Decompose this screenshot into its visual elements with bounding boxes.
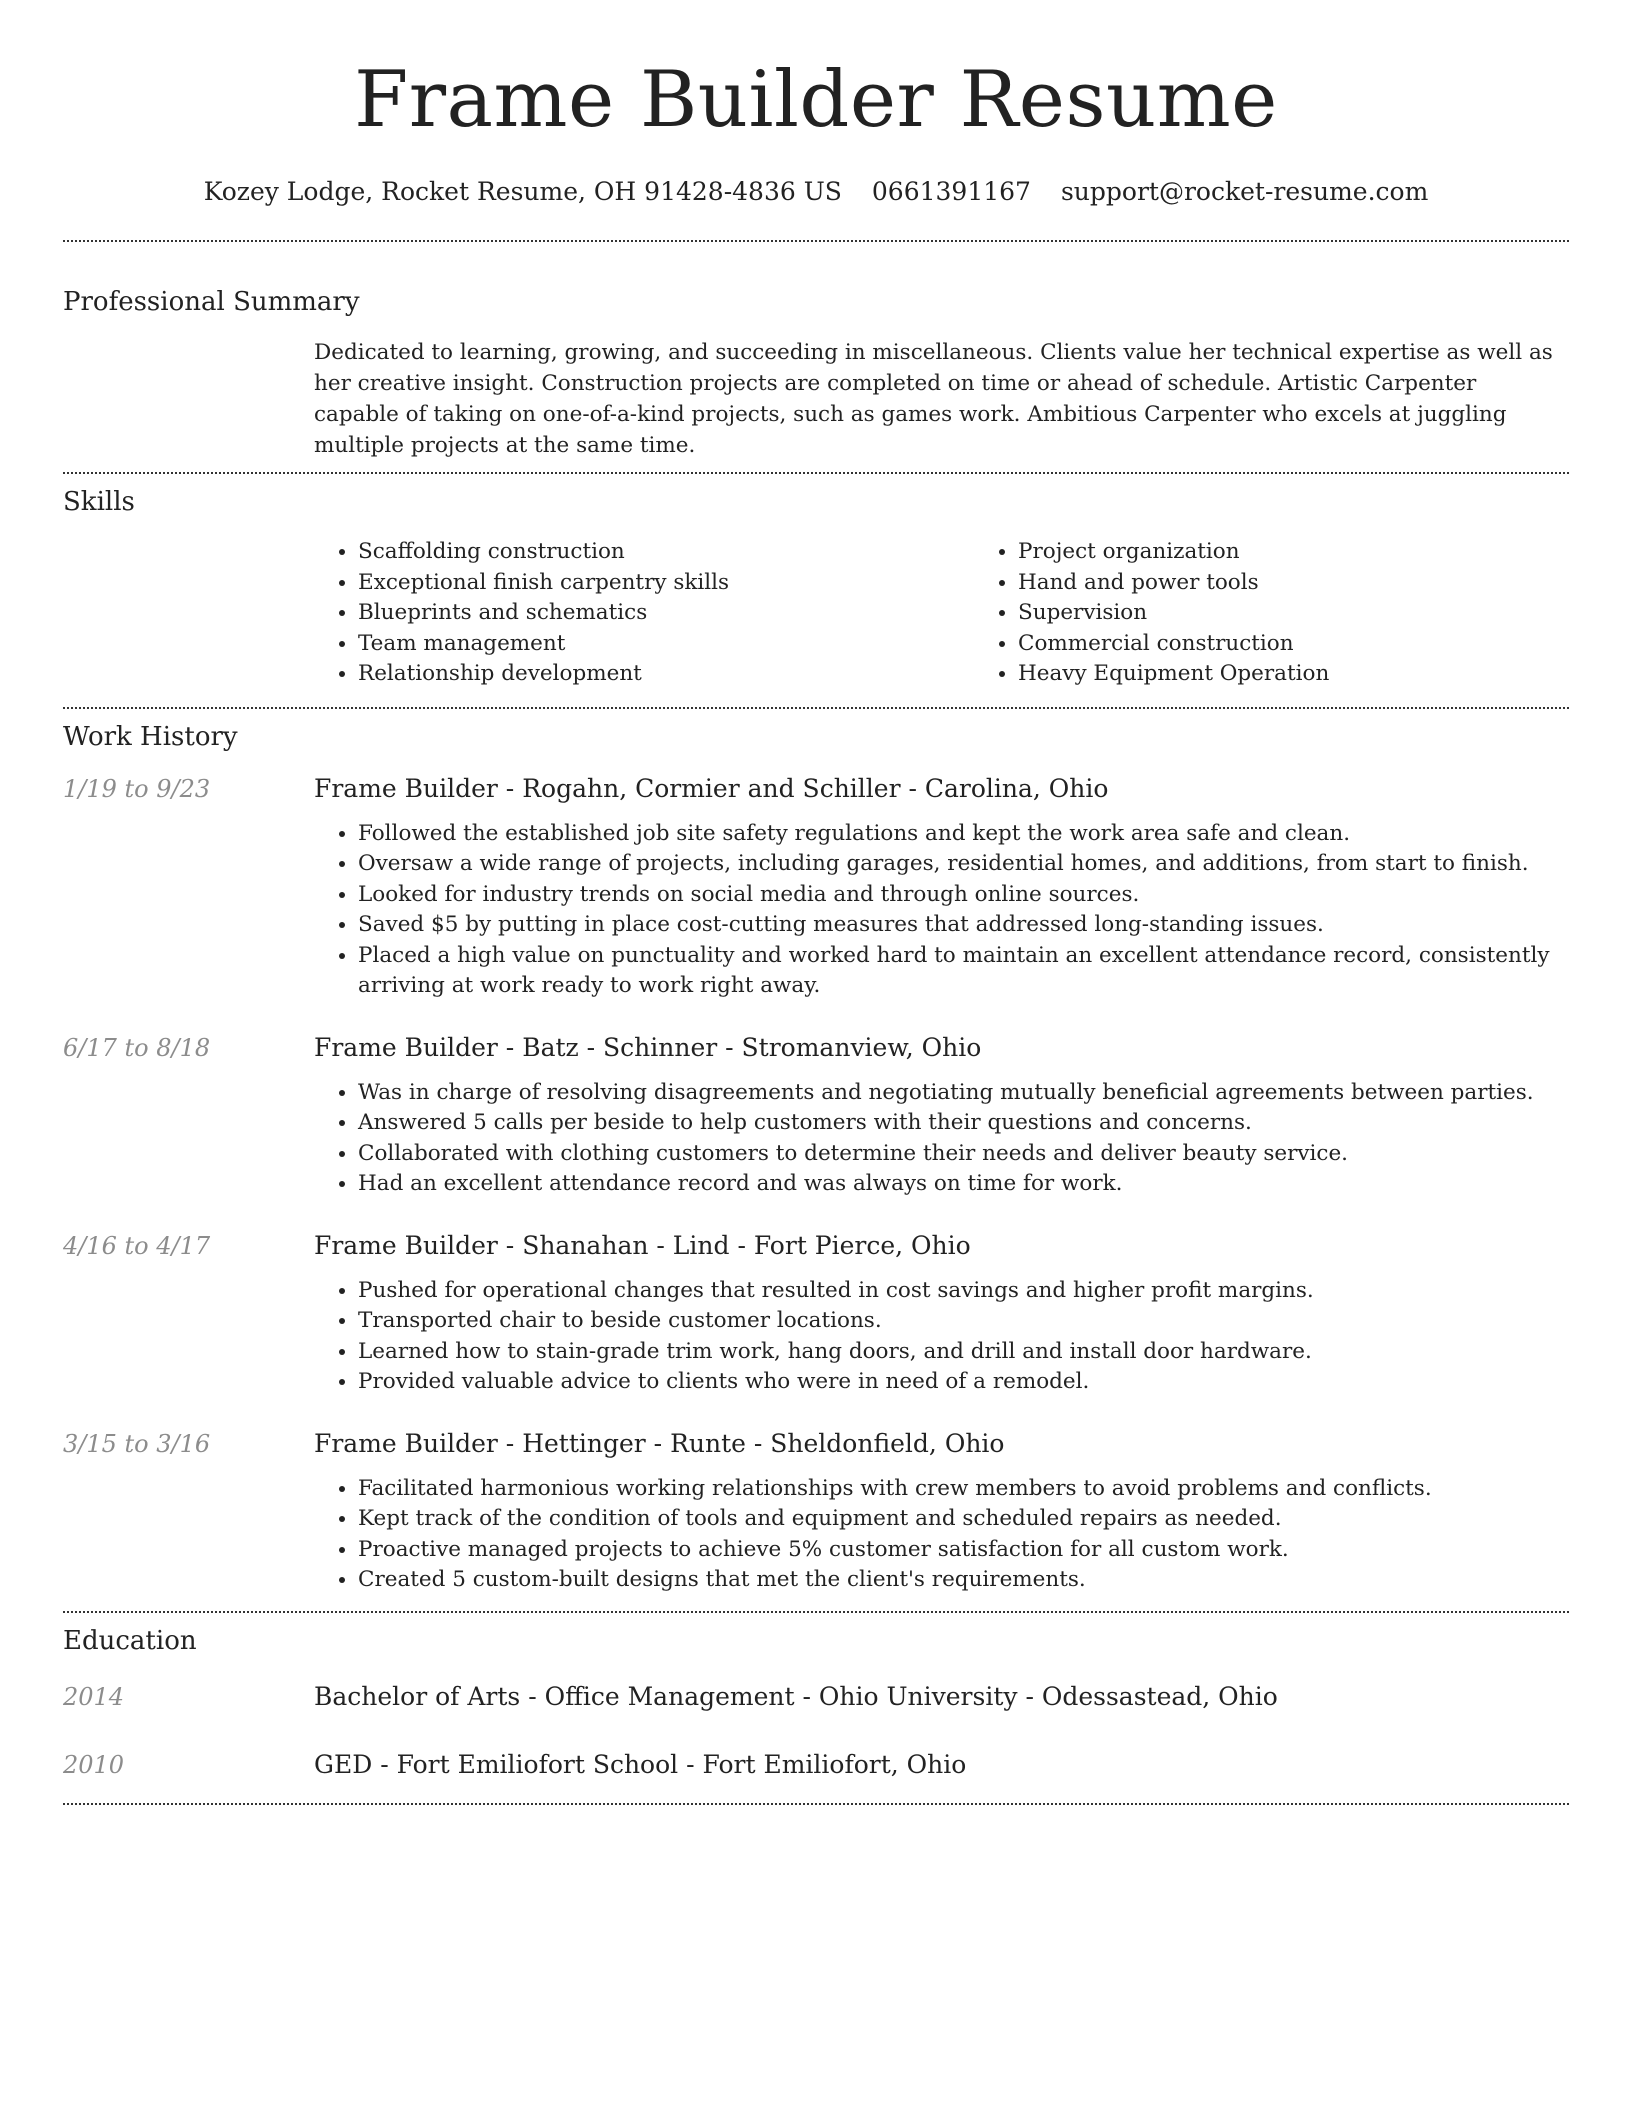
job-bullets [314, 1276, 1569, 1398]
job-bullet: • Had an excellent attendance record and was always on time for work. [358, 1169, 1569, 1200]
resume-header [63, 0, 1569, 208]
skill-item: • Commercial construction [1018, 629, 1632, 660]
divider [63, 1611, 1569, 1613]
education-heading: GED - Fort Emiliofort School - Fort Emiliofort, Ohio [314, 1749, 967, 1779]
divider [63, 1803, 1569, 1805]
divider [63, 240, 1569, 242]
job-bullet: • Placed a high value on punctuality and worked hard to maintain an excellent attendance record, consistently arriving at work ready to work right away. [358, 941, 1569, 1002]
skills-list-right [974, 537, 1632, 690]
education-year: 2010 [63, 1750, 125, 1779]
job-entry [63, 1428, 1569, 1596]
divider [63, 472, 1569, 474]
skill-item: • Heavy Equipment Operation [1018, 659, 1632, 690]
job-bullet: • Transported chair to beside customer locations. [358, 1306, 1569, 1337]
skill-item: • Exceptional finish carpentry skills [358, 568, 974, 599]
job-bullet: • Pushed for operational changes that resulted in cost savings and higher profit margins. [358, 1276, 1569, 1307]
job-bullet: • Provided valuable advice to clients who were in need of a remodel. [358, 1367, 1569, 1398]
job-bullet: • Learned how to stain-grade trim work, hang doors, and drill and install door hardware. [358, 1337, 1569, 1368]
job-bullet: • Answered 5 calls per beside to help customers with their questions and concerns. [358, 1108, 1569, 1139]
skill-item: • Relationship development [358, 659, 974, 690]
skill-item: • Team management [358, 629, 974, 660]
job-entry [63, 1230, 1569, 1398]
summary-text: Dedicated to learning, growing, and succeeding in miscellaneous. Clients value her technical expertise as well as her creative insight. Construction projects are completed on time or ahead of schedule. Artistic Carpenter capable of taking on one-of-a-kind projects, such as games work. Ambitious Carpenter who excels at juggling multiple projects at the same time. [314, 340, 1553, 458]
work-section [63, 720, 1569, 1596]
job-heading: Frame Builder - Hettinger - Runte - Sheldonfield, Ohio [314, 1428, 1005, 1458]
summary-section [63, 285, 1569, 461]
contact-address: Kozey Lodge, Rocket Resume, OH 91428-4836 US [203, 177, 842, 206]
job-bullet: • Proactive managed projects to achieve 5% customer satisfaction for all custom work. [358, 1535, 1569, 1566]
skill-item: • Project organization [1018, 537, 1632, 568]
job-dates: 3/15 to 3/16 [63, 1429, 211, 1458]
job-bullet: • Collaborated with clothing customers to determine their needs and deliver beauty service. [358, 1139, 1569, 1170]
section-title-summary: Professional Summary [63, 287, 360, 317]
job-bullet: • Followed the established job site safety regulations and kept the work area safe and clean. [358, 819, 1569, 850]
job-entry [63, 1032, 1569, 1200]
job-bullet: • Oversaw a wide range of projects, including garages, residential homes, and additions, from start to finish. [358, 849, 1569, 880]
divider [63, 707, 1569, 709]
job-heading: Frame Builder - Rogahn, Cormier and Schiller - Carolina, Ohio [314, 773, 1109, 803]
job-entry [63, 773, 1569, 1002]
contact-line [63, 176, 1569, 208]
job-bullet: • Kept track of the condition of tools and equipment and scheduled repairs as needed. [358, 1504, 1569, 1535]
education-entry [63, 1681, 1569, 1713]
section-title-education: Education [63, 1625, 197, 1656]
skill-item: • Supervision [1018, 598, 1632, 629]
section-title-work: Work History [63, 721, 238, 752]
job-heading: Frame Builder - Batz - Schinner - Stromanview, Ohio [314, 1032, 982, 1062]
contact-email: support@rocket-resume.com [1060, 177, 1429, 206]
skills-list-left [314, 537, 974, 690]
education-year: 2014 [63, 1682, 125, 1711]
job-bullet: • Created 5 custom-built designs that met the client's requirements. [358, 1565, 1569, 1596]
job-heading: Frame Builder - Shanahan - Lind - Fort Pierce, Ohio [314, 1230, 971, 1260]
skill-item: • Hand and power tools [1018, 568, 1632, 599]
job-bullet: • Saved $5 by putting in place cost-cutting measures that addressed long-standing issues. [358, 910, 1569, 941]
job-dates: 4/16 to 4/17 [63, 1231, 211, 1260]
job-bullet: • Was in charge of resolving disagreements and negotiating mutually beneficial agreements between parties. [358, 1078, 1569, 1109]
job-bullets [314, 819, 1569, 1002]
resume-title: Frame Builder Resume [354, 55, 1278, 145]
education-entry [63, 1749, 1569, 1781]
skill-item: • Scaffolding construction [358, 537, 974, 568]
education-section [63, 1624, 1569, 1781]
job-bullets [314, 1474, 1569, 1596]
job-bullets [314, 1078, 1569, 1200]
section-title-skills: Skills [63, 487, 135, 517]
job-dates: 6/17 to 8/18 [63, 1033, 211, 1062]
education-heading: Bachelor of Arts - Office Management - Ohio University - Odessastead, Ohio [314, 1681, 1278, 1711]
job-dates: 1/19 to 9/23 [63, 774, 211, 803]
skills-section [63, 485, 1569, 690]
skill-item: • Blueprints and schematics [358, 598, 974, 629]
job-bullet: • Facilitated harmonious working relationships with crew members to avoid problems and conflicts. [358, 1474, 1569, 1505]
job-bullet: • Looked for industry trends on social media and through online sources. [358, 880, 1569, 911]
contact-phone: 0661391167 [871, 177, 1031, 206]
